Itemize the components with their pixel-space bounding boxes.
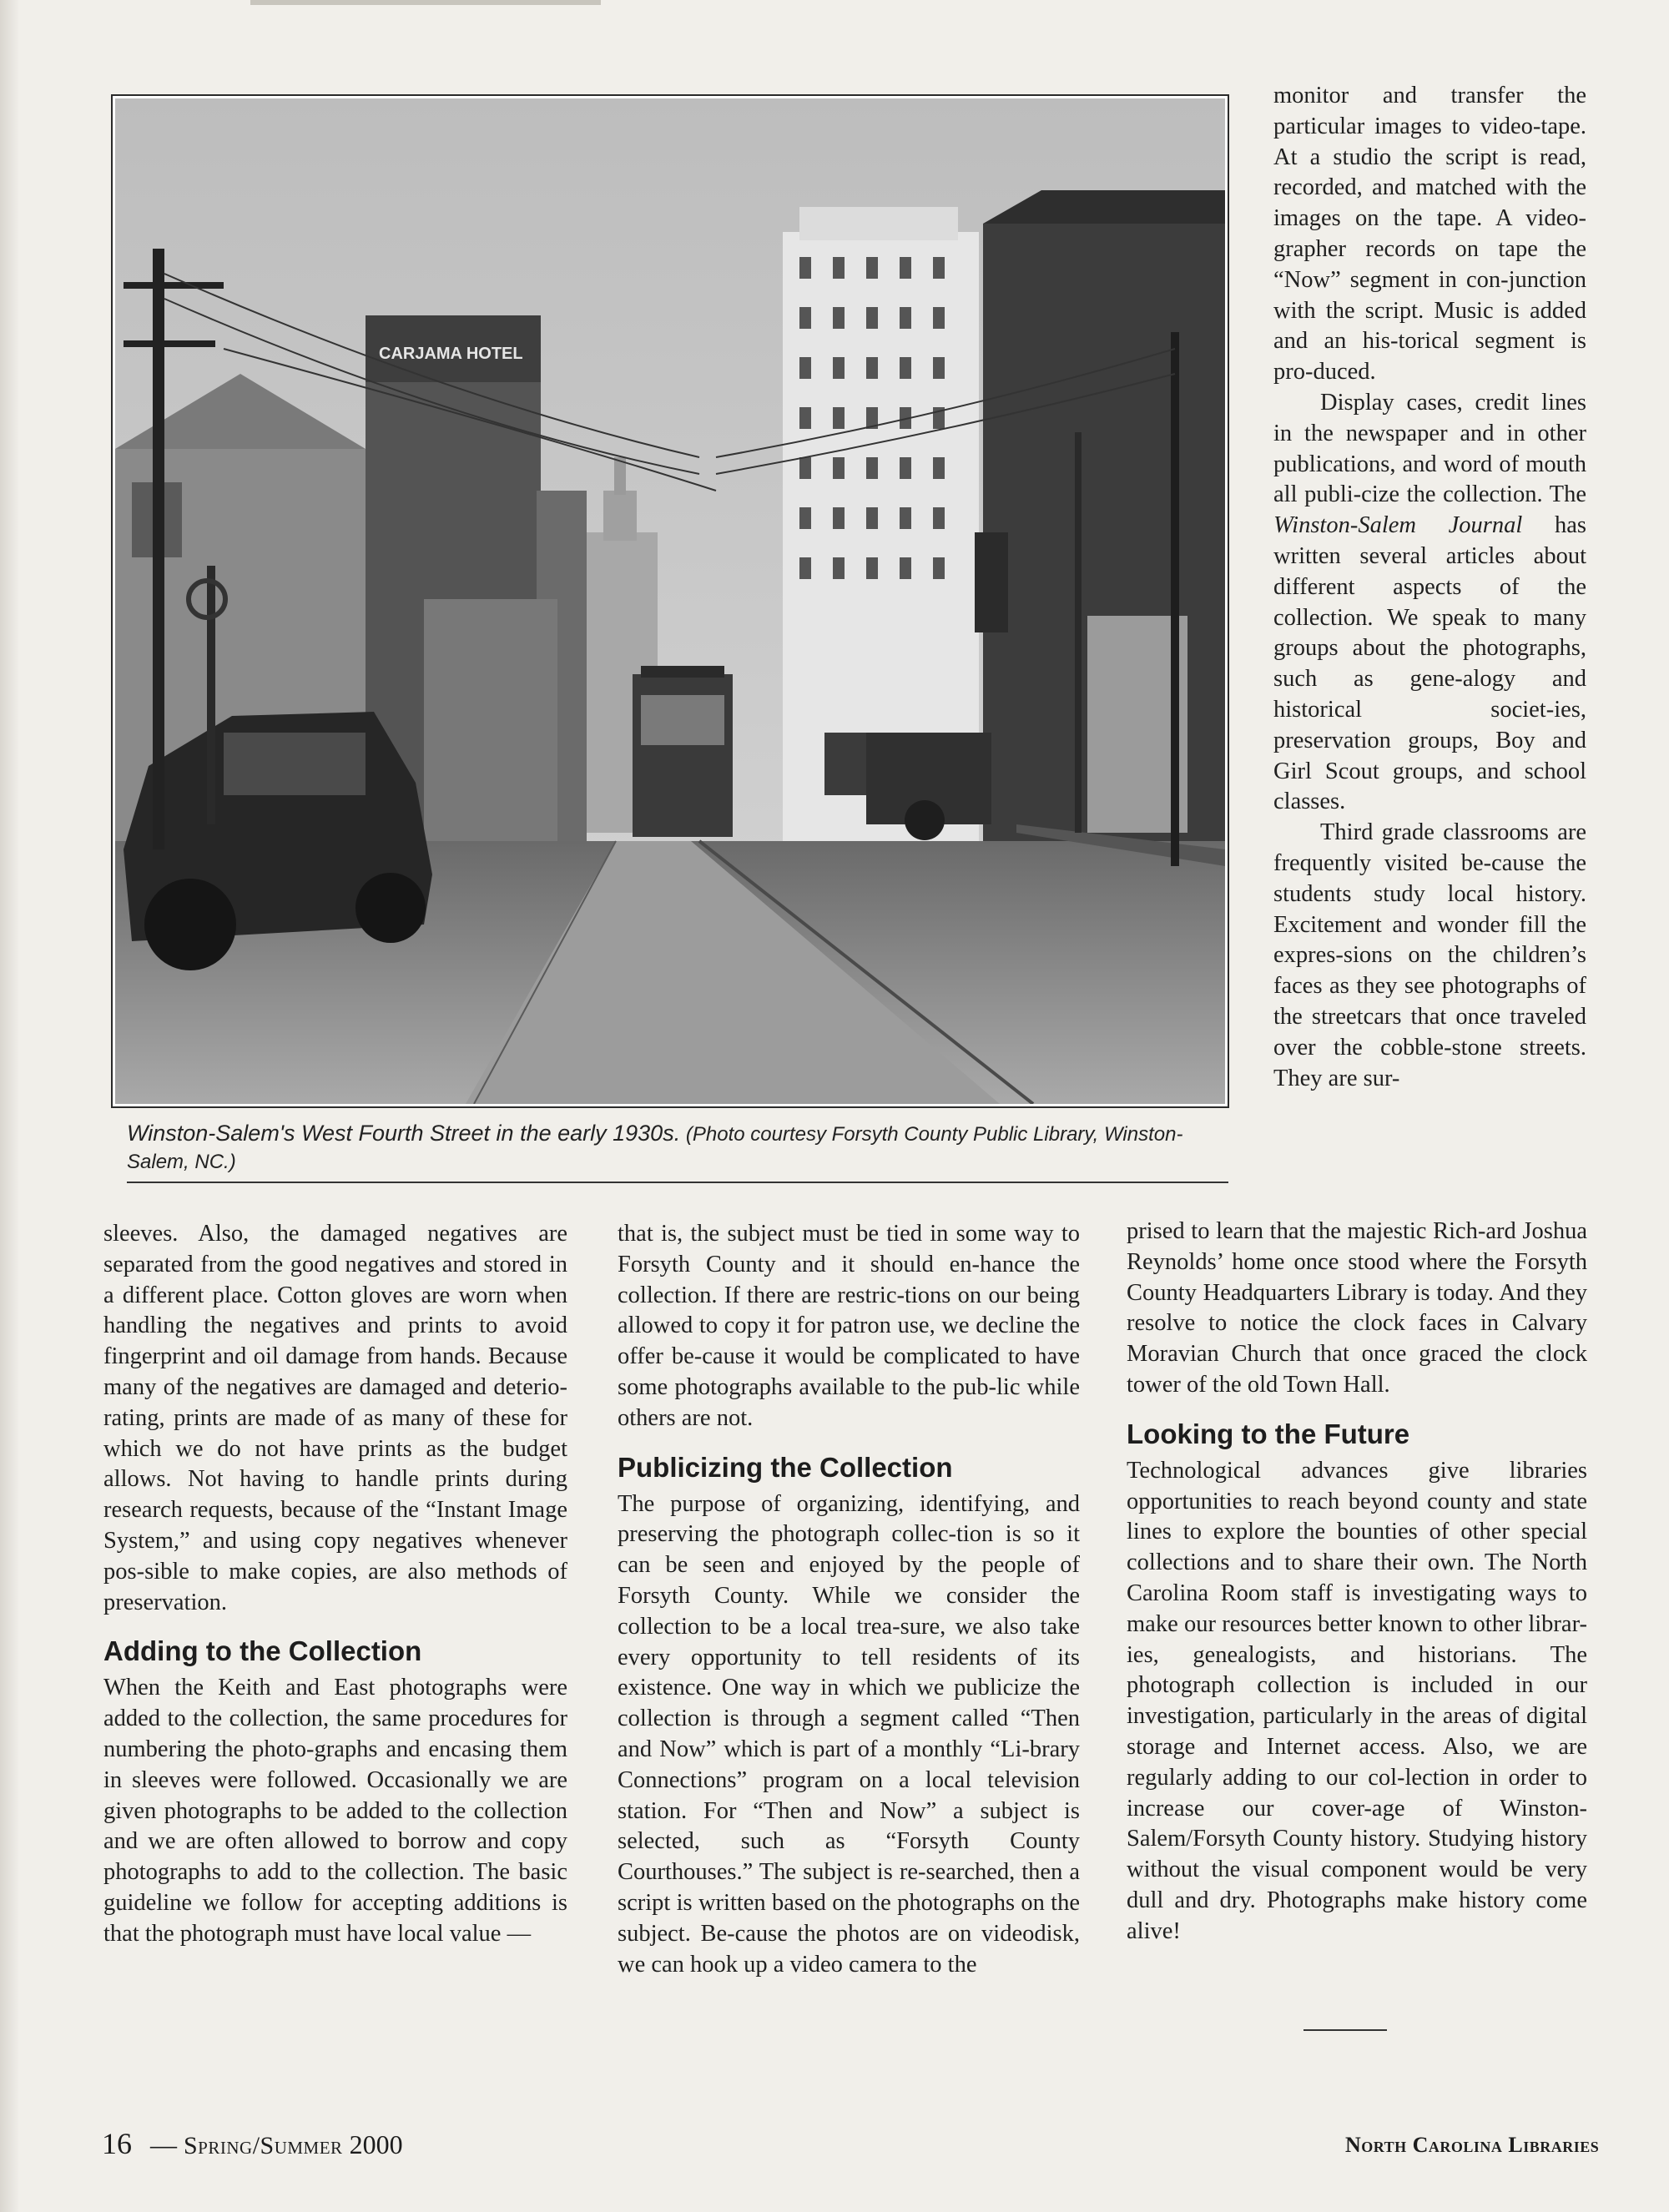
paragraph: prised to learn that the majestic Rich-ard Joshua Reynolds’ home once stood where the Forsyth County Headquarters Library is today. And they resolve to notice the clock faces in Calvary Moravian Church that once graced the clock tower of the old Town Hall. xyxy=(1127,1218,1587,1398)
paragraph: Third grade classrooms are frequently visited be-cause the students study local history. Excitement and wonder fill the expres-sions on the children’s faces as they see photographs of the streetcars that once traveled over the cobble-stone streets. They are sur- xyxy=(1273,819,1586,1091)
right-column-bottom xyxy=(1127,1217,1587,1947)
section-heading-future: Looking to the Future xyxy=(1127,1418,1410,1449)
paragraph: When the Keith and East photographs were added to the collection, the same procedures for numbering the photo-graphs and encasing them in sleeves were followed. Occasionally we are given photographs to be added to the collection and we are often allowed to borrow and copy photographs to add to the collection. The basic guideline we follow for accepting additions is that the photograph must have local value — xyxy=(103,1675,567,1947)
street-photo xyxy=(111,94,1229,1108)
paragraph: monitor and transfer the particular images to video-tape. At a studio the script is read, recorded, and matched with the images on the tape. A video-grapher records on tape the “Now” segment in con-junction with the script. Music is added and an his-torical segment is pro-duced. xyxy=(1273,83,1586,385)
issue-year: 2000 xyxy=(349,2129,403,2159)
paragraph: Technological advances give libraries opportunities to reach beyond county and state lines to explore the bounties of other special collections and to share their own. The North Carolina Room staff is investigating ways to make our resources better known to other librar-ies, genealogists, and historians. The photograph collection is included in our investigation, particularly in the areas of digital storage and Internet access. Also, we are regularly adding to our col-lection in order to increase our cover-age of Winston-Salem/Forsyth County history. Studying history without the visual component would be very dull and dry. Photographs make history come alive! xyxy=(1127,1457,1587,1944)
caption-lead: Winston-Salem's West Fourth Street in the early 1930s. xyxy=(127,1121,681,1146)
footer-dash: — xyxy=(150,2129,177,2159)
paragraph: that is, the subject must be tied in some way to Forsyth County and it should en-hance the collection. If there are restric-tions on our being allowed to copy it for patron use, we decline the offer be-cause it would be complicated to have some photographs available to the pub-lic while others are not. xyxy=(618,1221,1080,1431)
page-edge xyxy=(0,0,18,2212)
caption-divider xyxy=(127,1182,1228,1183)
end-mark xyxy=(1303,2029,1387,2031)
section-heading-adding: Adding to the Collection xyxy=(103,1635,422,1667)
street-photo-image xyxy=(115,98,1225,1104)
paragraph: sleeves. Also, the damaged negatives are separated from the good negatives and stored in a different place. Cotton gloves are worn when handling the negatives and prints to avoid fingerprint and oil damage from hands. Because many of the negatives are damaged and deterio-rating, prints are made of as many of these for which we do not have prints as the budget allows. Not having to handle prints during research requests, because of the “Instant Image System,” and using copy negatives whenever pos-sible to make copies, are also methods of preservation. xyxy=(103,1221,567,1615)
caption-credit: (Photo courtesy Forsyth County Public Library, Winston-Salem, NC.) xyxy=(127,1123,1183,1173)
right-column-top xyxy=(1273,81,1586,1094)
top-rule xyxy=(250,0,601,5)
photo-caption xyxy=(127,1120,1212,1176)
footer-folio xyxy=(102,2126,403,2161)
hotel-sign: CARJAMA HOTEL xyxy=(379,345,523,363)
publication-name: North Carolina Libraries xyxy=(1345,2133,1600,2157)
paragraph: Display cases, credit lines in the newspaper and in other publications, and word of mouth all publi-cize the collection. The Winston-Salem Journal has written several articles about different aspects of the collection. We speak to many groups about the photographs, such as gene-alogy and historical societ-ies, preservation groups, Boy and Girl Scout groups, and school classes. xyxy=(1273,389,1586,815)
page-number: 16 xyxy=(102,2127,132,2160)
newspaper-title: Winston-Salem Journal xyxy=(1273,512,1523,539)
issue-season: Spring/Summer xyxy=(184,2132,343,2159)
section-heading-publicizing: Publicizing the Collection xyxy=(618,1451,953,1483)
middle-column xyxy=(618,1219,1080,1980)
left-column xyxy=(103,1219,567,1950)
paragraph: The purpose of organizing, identifying, and preserving the photograph collec-tion is so it can be seen and enjoyed by the people of Forsyth County. While we consider the collection to be a local trea-sure, we also take every opportunity to tell residents of its existence. One way in which we publicize the collection is through a segment called “Then and Now” which is part of a monthly “Li-brary Connections” program on a local television station. For “Then and Now” a subject is selected, such as “Forsyth County Courthouses.” The subject is re-searched, then a script is written based on the photographs on the subject. Be-cause the photos are on videodisk, we can hook up a video camera to the xyxy=(618,1490,1080,1978)
